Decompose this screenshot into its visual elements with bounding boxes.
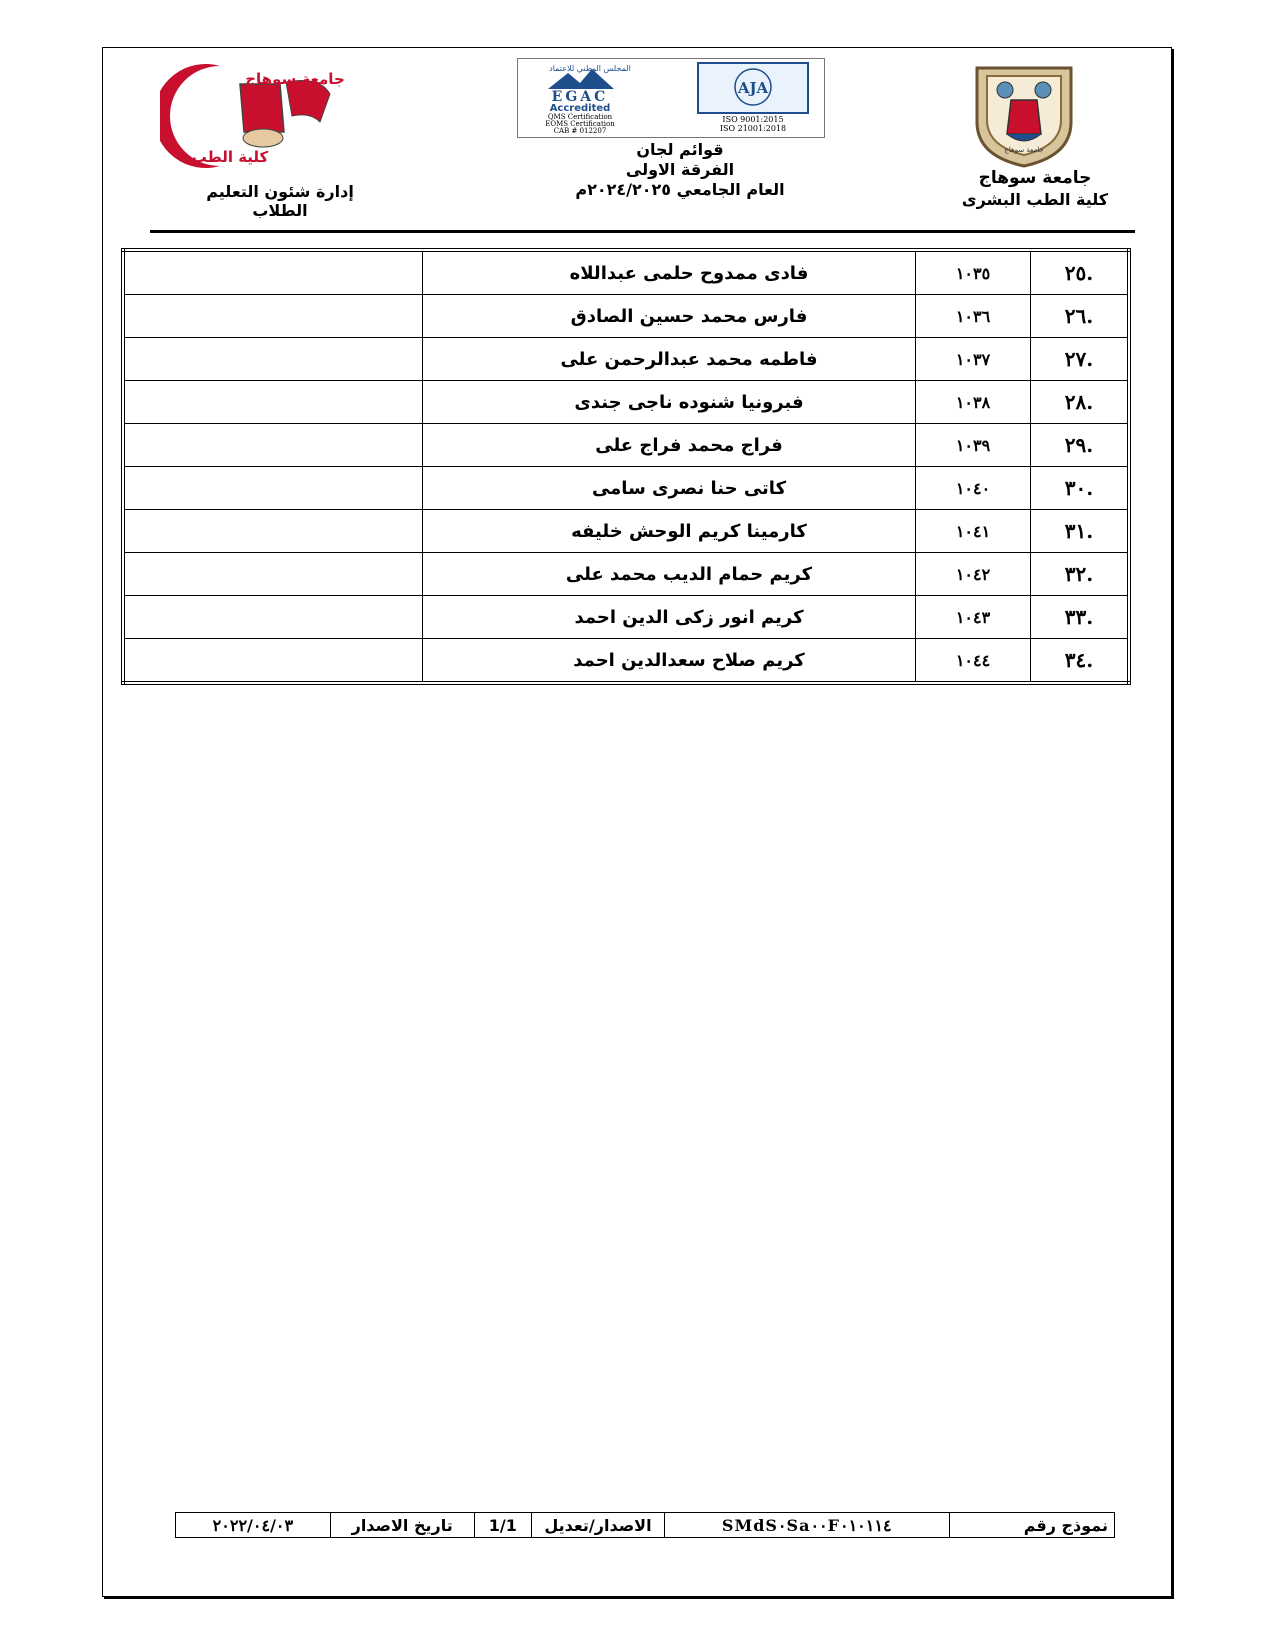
student-name: كارمينا كريم الوحش خليفه xyxy=(423,510,916,553)
faculty-name: كلية الطب البشرى xyxy=(961,190,1109,209)
form-number-value: SMdS٠Sa٠٠F٠١٠١١٤ xyxy=(665,1513,950,1538)
signature-cell xyxy=(123,250,423,295)
department-name: إدارة شئون التعليم الطلاب xyxy=(206,182,354,220)
edition-value: 1/1 xyxy=(474,1513,531,1538)
seat-number: ١٠٤٠ xyxy=(916,467,1031,510)
qms-text: QMS Certification xyxy=(547,113,613,121)
seat-number: ١٠٤٤ xyxy=(916,639,1031,684)
form-number-label: نموذج رقم xyxy=(949,1513,1115,1538)
sohag-university-seal-icon xyxy=(965,60,1083,170)
iso1-text: ISO 9001:2015 xyxy=(722,115,784,124)
seat-number: ١٠٣٧ xyxy=(916,338,1031,381)
student-name: فارس محمد حسين الصادق xyxy=(423,295,916,338)
cab-text: CAB # 012207 xyxy=(553,127,607,135)
faculty-of-medicine-logo-icon xyxy=(160,62,350,170)
egac-arabic: المجلس الوطني للاعتماد xyxy=(549,64,631,73)
row-number: .٣٣ xyxy=(1031,596,1130,639)
student-name: فبرونيا شنوده ناجى جندى xyxy=(423,381,916,424)
signature-cell xyxy=(123,338,423,381)
students-table xyxy=(121,248,1131,685)
form-footer xyxy=(175,1512,1115,1538)
seat-number: ١٠٣٥ xyxy=(916,250,1031,295)
aja-text: AJA xyxy=(737,79,769,97)
signature-cell xyxy=(123,639,423,684)
table-row xyxy=(123,381,1129,424)
issue-date-value: ٢٠٢٢/٠٤/٠٣ xyxy=(176,1513,331,1538)
table-row xyxy=(123,596,1129,639)
table-row xyxy=(123,338,1129,381)
egac-status: Accredited xyxy=(549,103,611,114)
student-name: فاطمه محمد عبدالرحمن على xyxy=(423,338,916,381)
issue-date-label: تاريخ الاصدار xyxy=(330,1513,474,1538)
table-row xyxy=(123,510,1129,553)
signature-cell xyxy=(123,510,423,553)
student-name: كريم حمام الديب محمد على xyxy=(423,553,916,596)
row-number: .٣٤ xyxy=(1031,639,1130,684)
row-number: .٣١ xyxy=(1031,510,1130,553)
row-number: .٢٨ xyxy=(1031,381,1130,424)
table-row xyxy=(123,424,1129,467)
signature-cell xyxy=(123,553,423,596)
iso2-text: ISO 21001:2018 xyxy=(719,124,787,133)
seat-number: ١٠٤٣ xyxy=(916,596,1031,639)
row-number: .٢٦ xyxy=(1031,295,1130,338)
seat-number: ١٠٣٨ xyxy=(916,381,1031,424)
seat-number: ١٠٣٦ xyxy=(916,295,1031,338)
signature-cell xyxy=(123,596,423,639)
seat-number: ١٠٤٢ xyxy=(916,553,1031,596)
row-number: .٢٩ xyxy=(1031,424,1130,467)
student-name: كريم انور زكى الدين احمد xyxy=(423,596,916,639)
signature-cell xyxy=(123,467,423,510)
title-committees: قوائم لجان xyxy=(636,140,724,159)
row-number: .٣٠ xyxy=(1031,467,1130,510)
university-name: جامعة سوهاج xyxy=(978,168,1092,188)
edition-label: الاصدار/تعديل xyxy=(531,1513,664,1538)
title-year-group: الفرقة الاولى xyxy=(625,160,735,179)
header-divider xyxy=(150,230,1135,233)
row-number: .٢٧ xyxy=(1031,338,1130,381)
seal-caption: جامعة سوهاج xyxy=(1004,146,1044,154)
signature-cell xyxy=(123,424,423,467)
seat-number: ١٠٤١ xyxy=(916,510,1031,553)
logo-text-bottom: كلية الطب xyxy=(191,148,269,166)
student-name: كريم صلاح سعدالدين احمد xyxy=(423,639,916,684)
student-name: كاتى حنا نصرى سامى xyxy=(423,467,916,510)
eoms-text: EOMS Certification xyxy=(545,120,615,128)
student-name: فراج محمد فراج على xyxy=(423,424,916,467)
table-row xyxy=(123,639,1129,684)
accreditation-badges xyxy=(517,58,825,138)
table-row xyxy=(123,553,1129,596)
seat-number: ١٠٣٩ xyxy=(916,424,1031,467)
accreditation-icon xyxy=(518,59,824,137)
table-row xyxy=(123,467,1129,510)
row-number: .٣٢ xyxy=(1031,553,1130,596)
signature-cell xyxy=(123,295,423,338)
student-name: فادى ممدوح حلمى عبداللاه xyxy=(423,250,916,295)
table-row xyxy=(123,250,1129,295)
logo-text-top: جامعة سوهاج xyxy=(245,70,345,88)
egac-name: EGAC xyxy=(551,89,609,105)
signature-cell xyxy=(123,381,423,424)
title-academic-year: العام الجامعي ٢٠٢٤/٢٠٢٥م xyxy=(575,180,785,199)
table-row xyxy=(123,295,1129,338)
row-number: .٢٥ xyxy=(1031,250,1130,295)
